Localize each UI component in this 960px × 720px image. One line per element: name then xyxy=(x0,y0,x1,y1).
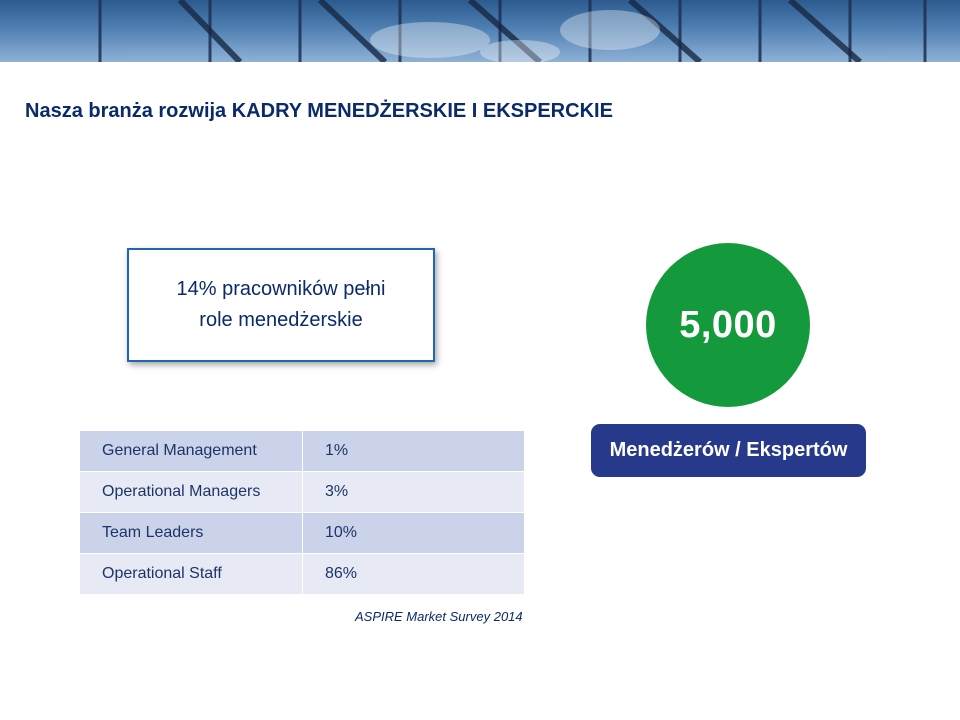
row-label: Operational Staff xyxy=(80,554,303,595)
distribution-table xyxy=(80,431,524,595)
table-row xyxy=(80,431,524,472)
row-label: Team Leaders xyxy=(80,513,303,554)
row-label: Operational Managers xyxy=(80,472,303,513)
page-title: Nasza branża rozwija KADRY MENEDŻERSKIE I EKSPERCKIE xyxy=(25,100,613,122)
header-banner-image xyxy=(0,0,960,62)
callout-box xyxy=(127,248,435,362)
source-note: ASPIRE Market Survey 2014 xyxy=(355,609,523,624)
highlight-circle xyxy=(646,243,810,407)
row-value: 1% xyxy=(303,431,525,472)
highlight-label-badge xyxy=(591,424,866,477)
callout-text: 14% pracowników pełni role menedżerskie xyxy=(176,278,386,331)
table-row xyxy=(80,554,524,595)
row-label: General Management xyxy=(80,431,303,472)
row-value: 86% xyxy=(303,554,525,595)
table-row xyxy=(80,472,524,513)
table-row xyxy=(80,513,524,554)
row-value: 3% xyxy=(303,472,525,513)
highlight-value: 5,000 xyxy=(679,303,777,346)
row-value: 10% xyxy=(303,513,525,554)
building-facade-graphic xyxy=(0,0,960,62)
highlight-label: Menedżerów / Ekspertów xyxy=(609,439,848,461)
